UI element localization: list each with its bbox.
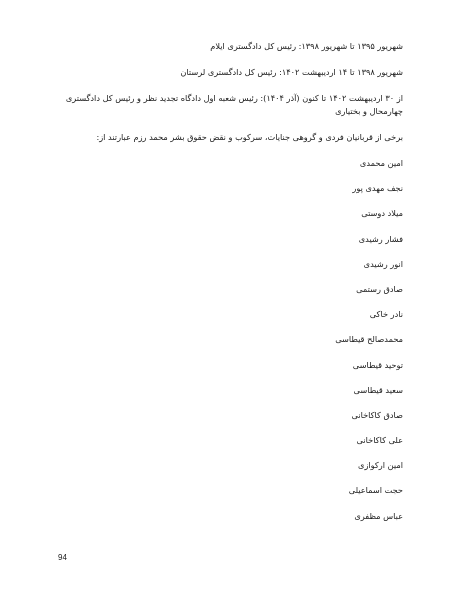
list-item: محمدصالح قیطاسی bbox=[335, 334, 403, 345]
page-number: 94 bbox=[58, 553, 67, 562]
career-entry-lorestan: شهریور ۱۳۹۸ تا ۱۴ اردیبهشت ۱۴۰۲: رئیس کل دادگستری لرستان bbox=[180, 67, 403, 77]
list-item: سعید قیطاسی bbox=[353, 384, 403, 395]
list-item: علی کاکاخانی bbox=[356, 435, 403, 446]
page-content bbox=[60, 40, 403, 535]
list-item: عباس مظفری bbox=[354, 510, 403, 521]
career-entry-ilam: شهریور ۱۳۹۵ تا شهریور ۱۳۹۸: رئیس کل دادگستری ایلام bbox=[210, 41, 403, 51]
career-entry-chaharmahal: از ۳۰ اردیبهشت ۱۴۰۲ تا کنون (آذر ۱۴۰۴): رئیس شعبه اول دادگاه تجدید نظر و رئیس کل دادگستری چهارمحال و بختیاری bbox=[65, 93, 403, 116]
victims-list bbox=[60, 157, 403, 535]
list-item: توحید قیطاسی bbox=[352, 359, 403, 370]
list-item: انور رشیدی bbox=[363, 258, 403, 269]
list-item: امین محمدی bbox=[359, 158, 403, 168]
list-item: فشار رشیدی bbox=[358, 233, 403, 244]
list-item: صادق رستمی bbox=[356, 283, 403, 294]
list-item: امین ارکوازی bbox=[358, 460, 403, 471]
list-item: حجت اسماعیلی bbox=[348, 485, 403, 496]
list-item: میلاد دوستی bbox=[361, 208, 403, 219]
list-item: نجف مهدی پور bbox=[352, 183, 403, 194]
list-item: صادق کاکاخانی bbox=[351, 409, 403, 420]
victims-intro: برخی از قربانیان فردی و گروهی جنایات، سرکوب و نقض حقوق بشر محمد رزم عبارتند از: bbox=[96, 132, 403, 142]
list-item: نادر خاکی bbox=[369, 309, 403, 320]
